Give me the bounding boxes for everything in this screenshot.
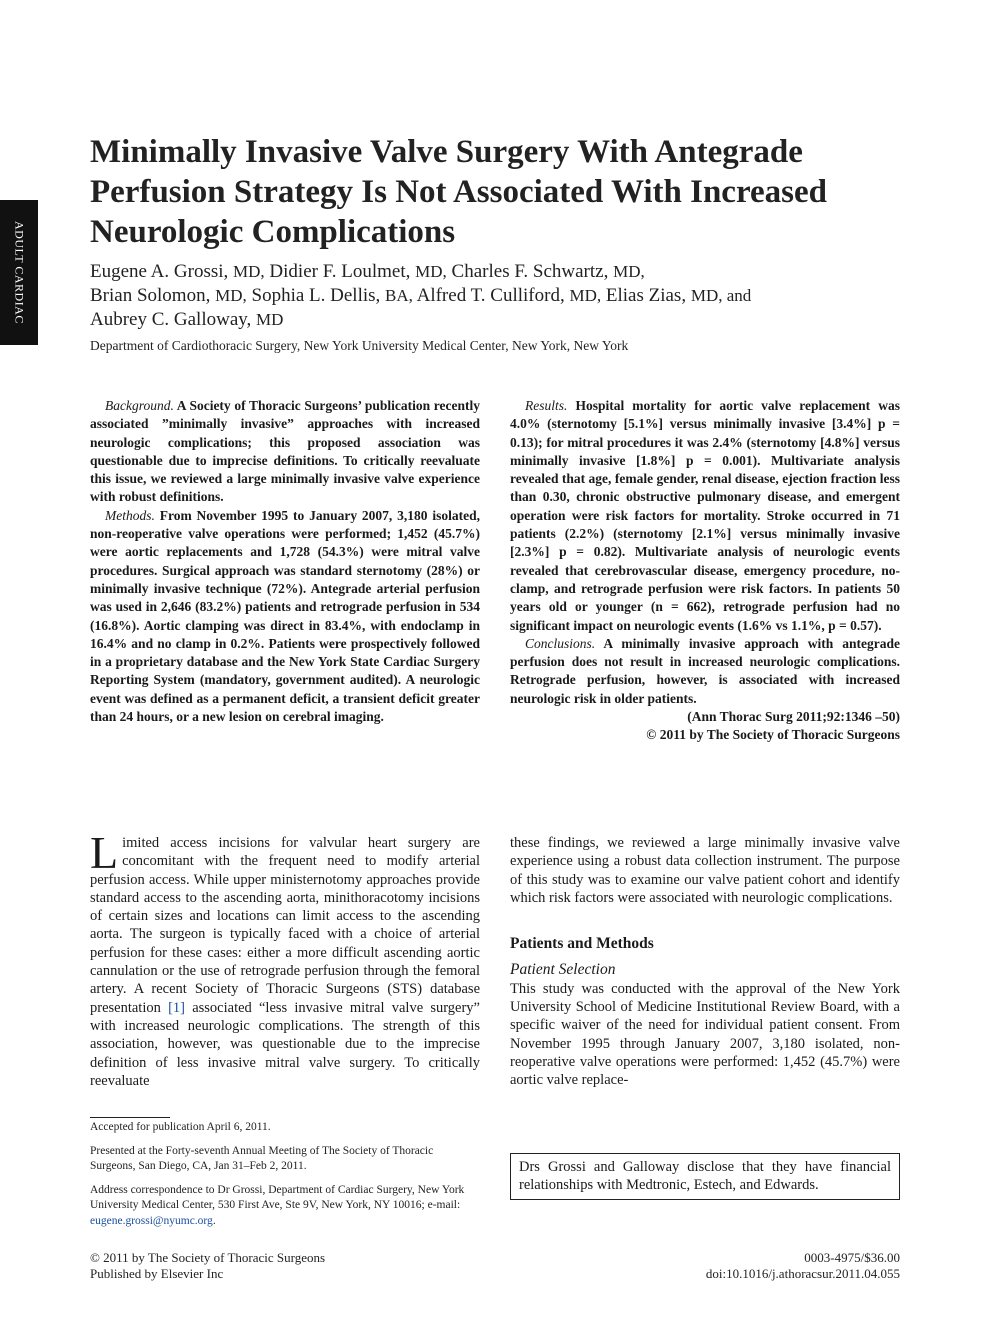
footer-doi: doi:10.1016/j.athoracsur.2011.04.055 [705,1266,900,1281]
abstract-results [510,397,900,635]
section-heading: Patients and Methods [510,935,654,953]
author-degree: BA, [385,286,413,305]
methods-text: From November 1995 to January 2007, 3,180 isolated, non-reoperative valve operations were performed; 1,452 (45.7%) were aortic replacements and 1,728 (54.3%) were mitral valve procedures. Surgical approach was standard sternotomy (28%) or minimally invasive technique (72%). Antegrade arterial perfusion was used in 2,646 (83.2%) patients and retrograde perfusion in 534 (16.8%). Aortic clamping was direct in 83.4%, with endoclamp in 16.4% and no clamp in 0.2%. Patients were prospectively followed in a proprietary database and the New York State Cardiac Surgery Reporting System (mandatory, government audited). A neurologic event was defined as a permanent deficit, a transient deficit greater than 24 hours, or a new lesion on cerebral imaging. [90,507,480,725]
address-text: Address correspondence to Dr Grossi, Department of Cardiac Surgery, New York University Medical Center, 530 First Ave, Ste 9V, New York, NY 10016; e-mail: [90,1183,465,1211]
drop-cap: L [90,827,119,878]
author-name: Elias Zias, [605,285,687,306]
intro-text-continued: associated “less invasive mitral valve surgery” with increased neurologic complications. The strength of this association, however, was questionable due to the imprecise definition of less invasive mitral valve surgery. To critically reevaluate [90,999,480,1089]
author-degree: MD, [569,286,602,305]
author-name: Charles F. Schwartz, [451,261,609,282]
intro-left-column [90,827,480,1090]
intro-continuation: these findings, we reviewed a large minimally invasive valve experience using a robust data collection instrument. The purpose of this study was to examine our valve patient cohort and identify which risk factors were associated with neurologic complications. [510,835,900,906]
footer-copyright: © 2011 by The Society of Thoracic Surgeons [90,1250,326,1265]
section-subheading: Patient Selection [510,961,616,979]
author-name: Alfred T. Culliford, [416,285,565,306]
author-degree: MD, [233,262,265,281]
author-name: Aubrey C. Galloway, [90,309,252,330]
author-degree: MD, [415,262,447,281]
footer-publisher: Published by Elsevier Inc [90,1266,224,1281]
journal-citation: (Ann Thorac Surg 2011;92:1346 –50) [687,709,900,725]
author-degree: MD, [215,286,247,305]
footnote-presented: Presented at the Forty-seventh Annual Meeting of The Society of Thoracic Surgeons, San Diego, CA, Jan 31–Feb 2, 2011. [90,1144,434,1172]
footnote-accepted: Accepted for publication April 6, 2011. [90,1121,271,1133]
author-name: Brian Solomon, [90,285,211,306]
address-end: . [212,1214,216,1227]
results-text: Hospital mortality for aortic valve replacement was 4.0% (sternotomy [5.1%] versus minimally invasive [3.4%] p = 0.13); for mitral procedures it was 2.4% (sternotomy [4.8%] versus minimally invasive [1.8%] p = 0.001). Multivariate analysis revealed that age, female gender, renal disease, ejection fraction less than 0.30, chronic obstructive pulmonary disease, and emergent operation were risk factors for mortality. Stroke occurred in 71 patients (2.2%) (sternotomy [2.1%] versus minimally invasive [2.3%] p = 0.82). Multivariate analysis of neurologic events revealed that cerebrovascular disease, emergency procedure, no-clamp, and retrograde perfusion were risk factors. In patients 50 years old or younger (n = 662), retrograde perfusion had no significant impact on neurologic events (1.6% vs 1.1%, p = 0.57). [510,398,900,633]
footnote-address [90,1183,480,1230]
intro-paragraph [90,827,480,1090]
footer-issn: 0003-4975/$36.00 [804,1250,900,1265]
conclusions-label: Conclusions. [525,635,596,651]
author-name: Didier F. Loulmet, [269,261,411,282]
reference-link[interactable]: [1] [168,999,185,1016]
intro-right-column [510,834,900,1090]
footnote-divider [90,1117,170,1118]
author-degree: MD, and [690,286,752,305]
article-title: Minimally Invasive Valve Surgery With Antegrade Perfusion Strategy Is Not Associated With Increased Neurologic Complications [90,134,827,250]
email-link[interactable]: eugene.grossi@nyumc.org [90,1214,213,1227]
footer-right [706,1250,900,1282]
conclusions-text: A minimally invasive approach with antegrade perfusion does not result in increased neurologic complications. Retrograde perfusion, however, is associated with increased neurologic risk in older patients. [510,635,900,706]
results-label: Results. [525,398,568,413]
abstract-left-column [90,397,480,726]
abstract-conclusions [510,635,900,708]
background-text: A Society of Thoracic Surgeons’ publication recently associated ”minimally invasive” approaches with increased neurologic complications; this proposed association was questionable due to imprecise definitions. To critically reevaluate this issue, we reviewed a large minimally invasive valve experience with robust definitions. [90,398,480,505]
section-text: This study was conducted with the approval of the New York University School of Medicine Institutional Review Board, with a specific waiver of the need for individual patient consent. From November 1995 through January 2007, 3,180 isolated, non-reoperative valve operations were performed: 1,452 (45.7%) were aortic valve replace- [510,980,900,1089]
abstract-methods [90,507,480,727]
author-list [90,260,910,332]
abstract-right-column [510,397,900,745]
abstract-copyright: © 2011 by The Society of Thoracic Surgeons [646,727,900,743]
author-name: Sophia L. Dellis, [251,285,381,306]
affiliation: Department of Cardiothoracic Surgery, New York University Medical Center, New York, New York [90,338,629,353]
footer-left [90,1250,325,1282]
intro-text: imited access incisions for valvular heart surgery are concomitant with the frequent need to modify arterial perfusion access. While upper ministernotomy approaches provide standard access to the ascending aorta, minithoracotomy incisions of certain sizes and locations can limit access to the ascending aorta. The surgeon is typically faced with a choice of arterial perfusion for these cases: either a more difficult ascending aortic cannulation or the use of retrograde perfusion through the femoral artery. A recent Society of Thoracic Surgeons (STS) database presentation [90,835,480,1016]
author-name: Eugene A. Grossi, [90,261,229,282]
background-label: Background. [105,398,174,413]
author-degree: MD [256,310,284,329]
section-tab [0,200,38,345]
footnotes [90,1120,480,1237]
methods-label: Methods. [105,507,155,523]
disclosure-box: Drs Grossi and Galloway disclose that they have financial relationships with Medtronic, Estech, and Edwards. [510,1153,900,1200]
section-tab-label: ADULT CARDIAC [12,221,27,324]
author-degree: MD, [613,262,645,281]
abstract-background [90,397,480,507]
